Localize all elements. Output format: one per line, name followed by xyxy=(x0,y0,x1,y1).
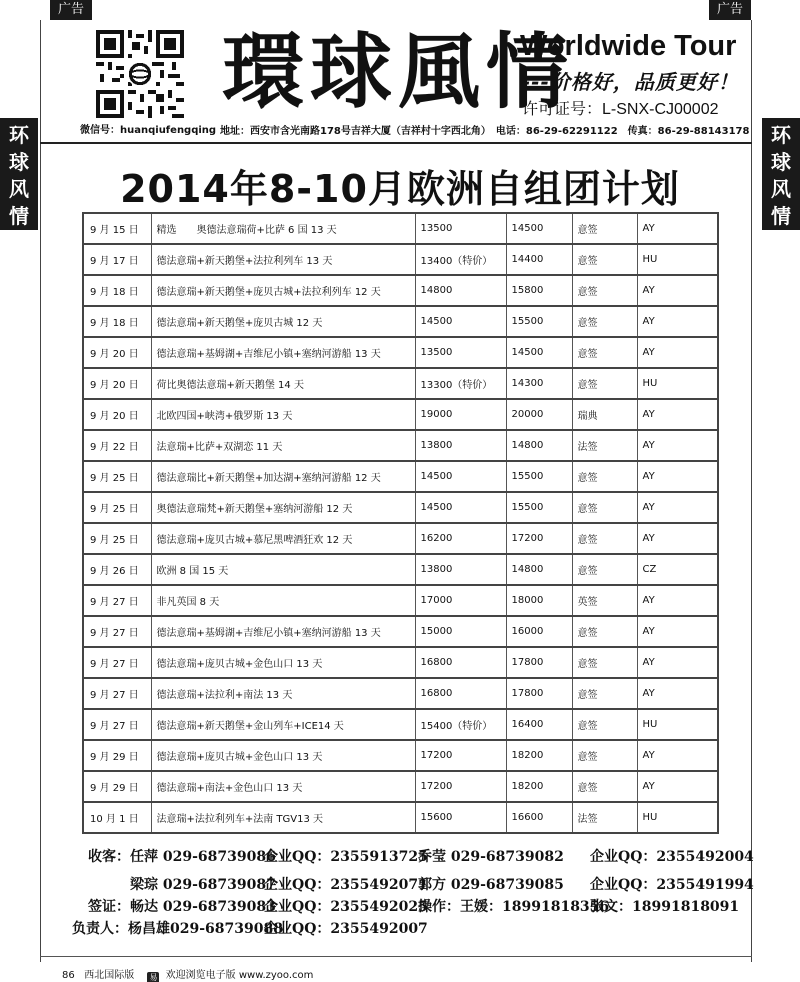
side-tab-char: 风 xyxy=(9,177,29,201)
contact-qq: 企业QQ：2355492071 xyxy=(264,877,428,893)
cell-price1: 16200 xyxy=(415,523,506,554)
address-line: 地址：西安市含光南路178号吉祥大厦（吉祥村十字西北角） 电话：86-29-62291122 传真：86-29-88143178 xyxy=(220,126,750,137)
cell-price2: 17800 xyxy=(506,647,572,678)
cell-price2: 16600 xyxy=(506,802,572,833)
cell-route: 德法意瑞比+新天鹅堡+加达湖+塞纳河游船 12 天 xyxy=(151,461,415,492)
cell-airline: AY xyxy=(637,337,718,368)
cell-date: 9 月 29 日 xyxy=(83,771,151,802)
table-row xyxy=(83,275,718,306)
cell-date: 9 月 17 日 xyxy=(83,244,151,275)
cell-price1: 19000 xyxy=(415,399,506,430)
cell-visa: 意签 xyxy=(572,554,637,585)
cell-price2: 16400 xyxy=(506,709,572,740)
cell-price1: 15400（特价） xyxy=(415,709,506,740)
side-tab-char: 风 xyxy=(771,177,791,201)
cell-price1: 14800 xyxy=(415,275,506,306)
cell-date: 9 月 20 日 xyxy=(83,337,151,368)
cell-price2: 14400 xyxy=(506,244,572,275)
contact-entry: 收客：任萍 029-68739086 xyxy=(88,849,276,865)
cell-date: 9 月 27 日 xyxy=(83,616,151,647)
table-row xyxy=(83,616,718,647)
cell-date: 9 月 20 日 xyxy=(83,399,151,430)
cell-route: 法意瑞+法拉利列车+法南 TGV13 天 xyxy=(151,802,415,833)
cell-airline: CZ xyxy=(637,554,718,585)
cell-visa: 意签 xyxy=(572,306,637,337)
table-row xyxy=(83,368,718,399)
cell-visa: 瑞典 xyxy=(572,399,637,430)
table-row xyxy=(83,554,718,585)
cell-airline: AY xyxy=(637,213,718,244)
cell-route: 德法意瑞+南法+金色山口 13 天 xyxy=(151,771,415,802)
cell-visa: 英签 xyxy=(572,585,637,616)
cell-price2: 17800 xyxy=(506,678,572,709)
table-row xyxy=(83,585,718,616)
cell-route: 德法意瑞+基姆湖+吉维尼小镇+塞纳河游船 13 天 xyxy=(151,337,415,368)
cell-price2: 14500 xyxy=(506,213,572,244)
cell-price1: 15600 xyxy=(415,802,506,833)
cell-visa: 意签 xyxy=(572,492,637,523)
side-tab-char: 球 xyxy=(771,150,791,174)
table-row xyxy=(83,461,718,492)
page-number: 86 xyxy=(62,970,75,981)
contact-qq: 企业QQ：2355492007 xyxy=(264,921,428,937)
cell-price2: 14800 xyxy=(506,554,572,585)
cell-price1: 17200 xyxy=(415,740,506,771)
cell-price2: 18000 xyxy=(506,585,572,616)
cell-date: 9 月 27 日 xyxy=(83,709,151,740)
cell-price2: 14800 xyxy=(506,430,572,461)
cell-date: 9 月 27 日 xyxy=(83,678,151,709)
cell-price2: 14300 xyxy=(506,368,572,399)
cell-visa: 意签 xyxy=(572,647,637,678)
slogan: ---价格好，品质更好！ xyxy=(522,70,739,94)
contact-entry: 梁琮 029-68739087 xyxy=(130,877,276,893)
cell-airline: HU xyxy=(637,244,718,275)
cell-price1: 17000 xyxy=(415,585,506,616)
contact-entry: 乔莹 029-68739082 xyxy=(418,849,564,865)
contact-entry: 操作：王媛：18991818356 xyxy=(418,899,610,915)
cell-price1: 13800 xyxy=(415,554,506,585)
contact-entry: 签证：畅达 029-68739083 xyxy=(88,899,276,915)
table-row xyxy=(83,802,718,833)
table-row xyxy=(83,678,718,709)
table-row xyxy=(83,492,718,523)
cell-airline: AY xyxy=(637,306,718,337)
cell-route: 欧洲 8 国 15 天 xyxy=(151,554,415,585)
cell-airline: AY xyxy=(637,461,718,492)
table-row xyxy=(83,709,718,740)
cell-visa: 意签 xyxy=(572,740,637,771)
table-row xyxy=(83,771,718,802)
contact-qq: 企业QQ：2355492025 xyxy=(264,899,428,915)
footer xyxy=(62,966,313,982)
contact-entry: 郭方 029-68739085 xyxy=(418,877,564,893)
cell-visa: 意签 xyxy=(572,771,637,802)
side-tab-char: 球 xyxy=(9,150,29,174)
cell-date: 9 月 26 日 xyxy=(83,554,151,585)
cell-airline: AY xyxy=(637,616,718,647)
cell-airline: AY xyxy=(637,399,718,430)
ad-label-right: 广告 xyxy=(709,0,751,20)
table-row xyxy=(83,306,718,337)
cell-visa: 意签 xyxy=(572,709,637,740)
cell-airline: HU xyxy=(637,709,718,740)
cell-route: 德法意瑞+新天鹅堡+金山列车+ICE14 天 xyxy=(151,709,415,740)
ad-label-left: 广告 xyxy=(50,0,92,20)
cell-price1: 16800 xyxy=(415,647,506,678)
cell-price1: 14500 xyxy=(415,461,506,492)
cell-route: 德法意瑞+法拉利+南法 13 天 xyxy=(151,678,415,709)
cell-visa: 意签 xyxy=(572,678,637,709)
side-tab-char: 情 xyxy=(9,204,29,228)
contact-entry: 张文：18991818091 xyxy=(590,899,740,915)
cell-route: 德法意瑞+新天鹅堡+庞贝古城 12 天 xyxy=(151,306,415,337)
cell-airline: AY xyxy=(637,275,718,306)
page-title: 2014年8-10月欧洲自组团计划 xyxy=(120,167,680,211)
cell-date: 9 月 27 日 xyxy=(83,647,151,678)
edition-name: 西北国际版 xyxy=(84,970,135,981)
cell-visa: 意签 xyxy=(572,461,637,492)
cell-airline: AY xyxy=(637,771,718,802)
cell-date: 9 月 27 日 xyxy=(83,585,151,616)
cell-date: 9 月 18 日 xyxy=(83,275,151,306)
contact-entry: 负责人：杨昌雄029-68739088 xyxy=(72,921,283,937)
cell-route: 德法意瑞+新天鹅堡+庞贝古城+法拉利列车 12 天 xyxy=(151,275,415,306)
cell-price1: 13500 xyxy=(415,337,506,368)
cell-price2: 16000 xyxy=(506,616,572,647)
cell-route: 北欧四国+峡湾+俄罗斯 13 天 xyxy=(151,399,415,430)
cell-airline: HU xyxy=(637,368,718,399)
cell-price2: 15500 xyxy=(506,461,572,492)
cell-date: 9 月 25 日 xyxy=(83,461,151,492)
cell-price1: 14500 xyxy=(415,306,506,337)
cell-price1: 13400（特价） xyxy=(415,244,506,275)
cell-visa: 意签 xyxy=(572,275,637,306)
cell-route: 德法意瑞+庞贝古城+金色山口 13 天 xyxy=(151,647,415,678)
cell-date: 10 月 1 日 xyxy=(83,802,151,833)
qr-code-icon[interactable] xyxy=(96,30,184,118)
cell-price2: 15500 xyxy=(506,492,572,523)
cell-visa: 意签 xyxy=(572,368,637,399)
cell-visa: 意签 xyxy=(572,213,637,244)
cell-price1: 13300（特价） xyxy=(415,368,506,399)
english-name: Worldwide Tour xyxy=(520,30,737,62)
cell-visa: 意签 xyxy=(572,244,637,275)
cell-route: 奥德法意瑞梵+新天鹅堡+塞纳河游船 12 天 xyxy=(151,492,415,523)
table-row xyxy=(83,647,718,678)
header-divider xyxy=(40,142,752,144)
cell-airline: AY xyxy=(637,430,718,461)
cell-route: 德法意瑞+新天鹅堡+法拉利列车 13 天 xyxy=(151,244,415,275)
side-tab-char: 环 xyxy=(9,123,29,147)
cell-visa: 意签 xyxy=(572,523,637,554)
cell-airline: AY xyxy=(637,678,718,709)
cell-date: 9 月 20 日 xyxy=(83,368,151,399)
cell-price2: 14500 xyxy=(506,337,572,368)
cell-price1: 17200 xyxy=(415,771,506,802)
brand-logo-text: 環球風情 xyxy=(222,24,575,120)
cell-price1: 13500 xyxy=(415,213,506,244)
site-logo-icon: 易 xyxy=(149,973,158,982)
table-row xyxy=(83,523,718,554)
cell-visa: 意签 xyxy=(572,616,637,647)
cell-route: 德法意瑞+庞贝古城+慕尼黑啤酒狂欢 12 天 xyxy=(151,523,415,554)
cell-price2: 15800 xyxy=(506,275,572,306)
cell-airline: AY xyxy=(637,585,718,616)
table-row xyxy=(83,213,718,244)
cell-route: 德法意瑞+庞贝古城+金色山口 13 天 xyxy=(151,740,415,771)
cell-airline: AY xyxy=(637,523,718,554)
cell-price2: 20000 xyxy=(506,399,572,430)
cell-airline: AY xyxy=(637,647,718,678)
license-number: 许可证号：L-SNX-CJ00002 xyxy=(522,101,719,118)
cell-price2: 18200 xyxy=(506,740,572,771)
table-row xyxy=(83,399,718,430)
cell-visa: 法签 xyxy=(572,802,637,833)
cell-airline: HU xyxy=(637,802,718,833)
cell-visa: 意签 xyxy=(572,337,637,368)
cell-price2: 15500 xyxy=(506,306,572,337)
cell-price1: 16800 xyxy=(415,678,506,709)
contact-qq: 企业QQ：2355491994 xyxy=(590,877,754,893)
footer-divider xyxy=(40,956,752,957)
cell-price1: 14500 xyxy=(415,492,506,523)
table-row xyxy=(83,337,718,368)
cell-date: 9 月 25 日 xyxy=(83,492,151,523)
cell-date: 9 月 29 日 xyxy=(83,740,151,771)
cell-route: 法意瑞+比萨+双湖恋 11 天 xyxy=(151,430,415,461)
table-row xyxy=(83,244,718,275)
cell-airline: AY xyxy=(637,492,718,523)
side-tab-char: 环 xyxy=(771,123,791,147)
contact-qq: 企业QQ：2355492004 xyxy=(590,849,754,865)
cell-price1: 15000 xyxy=(415,616,506,647)
side-tab-char: 情 xyxy=(771,204,791,228)
cell-route: 精选 奥德法意瑞荷+比萨 6 国 13 天 xyxy=(151,213,415,244)
cell-price2: 17200 xyxy=(506,523,572,554)
cell-price1: 13800 xyxy=(415,430,506,461)
cell-route: 非凡英国 8 天 xyxy=(151,585,415,616)
table-row xyxy=(83,430,718,461)
footer-tagline[interactable]: 欢迎浏览电子版 www.zyoo.com xyxy=(165,970,314,981)
cell-date: 9 月 22 日 xyxy=(83,430,151,461)
cell-route: 德法意瑞+基姆湖+吉维尼小镇+塞纳河游船 13 天 xyxy=(151,616,415,647)
cell-date: 9 月 15 日 xyxy=(83,213,151,244)
tour-schedule-table xyxy=(82,212,719,834)
contact-qq: 企业QQ：2355913725 xyxy=(264,849,428,865)
table-row xyxy=(83,740,718,771)
cell-date: 9 月 18 日 xyxy=(83,306,151,337)
wechat-id: 微信号：huanqiufengqing xyxy=(80,125,217,136)
cell-date: 9 月 25 日 xyxy=(83,523,151,554)
cell-route: 荷比奥德法意瑞+新天鹅堡 14 天 xyxy=(151,368,415,399)
cell-visa: 法签 xyxy=(572,430,637,461)
cell-airline: AY xyxy=(637,740,718,771)
cell-price2: 18200 xyxy=(506,771,572,802)
